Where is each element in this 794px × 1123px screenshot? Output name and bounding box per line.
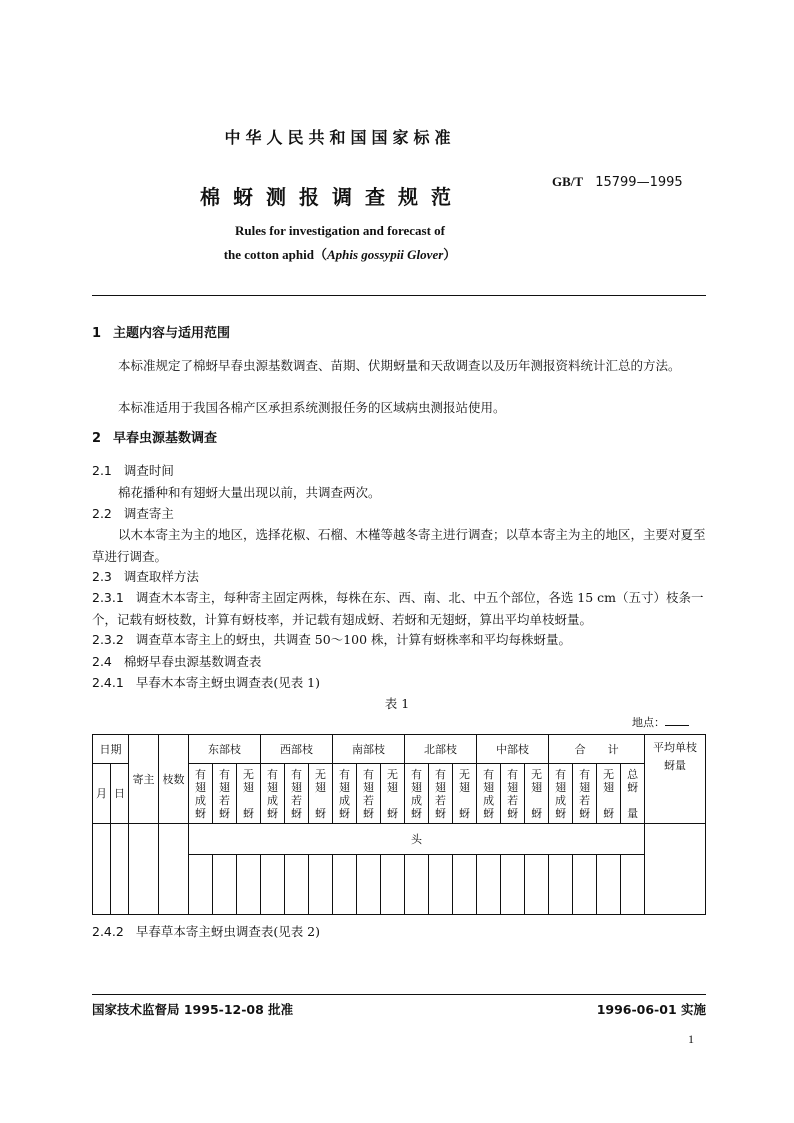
standard-prefix: GB/T bbox=[552, 174, 584, 189]
section-1-paragraph-2: 本标准适用于我国各棉产区承担系统测报任务的区域病虫测报站使用。 bbox=[118, 400, 506, 415]
data-cell bbox=[213, 855, 237, 915]
section-2-heading bbox=[92, 428, 706, 450]
section-title: 调查时间 bbox=[123, 463, 174, 478]
total-wingless-header: 无 翅 蚜 bbox=[597, 764, 621, 824]
section-2-4-heading bbox=[92, 651, 706, 673]
implementation-date: 1996-06-01 实施 bbox=[596, 1002, 706, 1017]
section-number: 2.3 bbox=[92, 569, 112, 584]
east-branch-header: 东部枝 bbox=[189, 735, 261, 764]
section-1-paragraph-1: 本标准规定了棉蚜早春虫源基数调查、苗期、伏期蚜量和天敌调查以及历年测报资料统计汇总的方法。 bbox=[118, 358, 681, 373]
east-winged-nymph-header: 有 翅 若 蚜 bbox=[213, 764, 237, 824]
section-title: 早春木本寄主蚜虫调查表(见表 1) bbox=[135, 675, 320, 690]
total-aphid-count-header: 总 蚜 量 bbox=[621, 764, 645, 824]
west-winged-nymph-header: 有 翅 若 蚜 bbox=[285, 764, 309, 824]
middle-branch-header: 中部枝 bbox=[477, 735, 549, 764]
south-branch-header: 南部枝 bbox=[333, 735, 405, 764]
total-header: 合 计 bbox=[549, 735, 645, 764]
data-cell bbox=[381, 855, 405, 915]
south-winged-nymph-header: 有 翅 若 蚜 bbox=[357, 764, 381, 824]
west-branch-header: 西部枝 bbox=[261, 735, 333, 764]
section-2-3-1-paragraph bbox=[92, 587, 706, 631]
section-number: 2 bbox=[92, 431, 102, 446]
section-title: 早春虫源基数调查 bbox=[113, 431, 218, 446]
north-winged-nymph-header: 有 翅 若 蚜 bbox=[429, 764, 453, 824]
data-cell bbox=[333, 855, 357, 915]
data-cell bbox=[621, 855, 645, 915]
species-name: Aphis gossypii Glover bbox=[326, 247, 444, 262]
average-cell bbox=[645, 824, 706, 915]
section-number: 2.3.2 bbox=[92, 632, 124, 647]
english-title-text: the cotton aphid（ bbox=[223, 247, 327, 262]
section-2-3-heading bbox=[92, 566, 706, 588]
section-2-4-1-heading bbox=[92, 672, 706, 694]
data-cell bbox=[261, 855, 285, 915]
english-title-close: ） bbox=[443, 247, 457, 262]
east-wingless-header: 无 翅 蚜 bbox=[237, 764, 261, 824]
page-number: 1 bbox=[688, 1032, 694, 1046]
data-cell bbox=[309, 855, 333, 915]
section-title: 调查取样方法 bbox=[123, 569, 199, 584]
north-wingless-header: 无 翅 蚜 bbox=[453, 764, 477, 824]
day-cell bbox=[111, 824, 129, 915]
table-caption: 表 1 bbox=[384, 696, 410, 711]
standard-code: 15799—1995 bbox=[595, 175, 683, 190]
data-cell bbox=[525, 855, 549, 915]
section-title: 调查寄主 bbox=[123, 506, 174, 521]
section-1-heading bbox=[92, 323, 706, 345]
survey-table-1 bbox=[92, 734, 706, 915]
south-winged-adult-header: 有 翅 成 蚜 bbox=[333, 764, 357, 824]
section-2-1-paragraph: 棉花播种和有翅蚜大量出现以前，共调查两次。 bbox=[118, 485, 381, 500]
location-blank bbox=[665, 725, 689, 726]
section-number: 2.3.1 bbox=[92, 590, 124, 605]
month-header: 月 bbox=[93, 764, 111, 824]
section-2-2-heading bbox=[92, 503, 706, 525]
standard-category: 中华人民共和国国家标准 bbox=[224, 128, 456, 147]
host-header: 寄主 bbox=[129, 735, 159, 824]
west-winged-adult-header: 有 翅 成 蚜 bbox=[261, 764, 285, 824]
data-cell bbox=[429, 855, 453, 915]
data-cell bbox=[597, 855, 621, 915]
section-title: 棉蚜早春虫源基数调查表 bbox=[123, 654, 262, 669]
total-winged-adult-header: 有 翅 成 蚜 bbox=[549, 764, 573, 824]
section-number: 2.4.2 bbox=[92, 924, 124, 939]
total-winged-nymph-header: 有 翅 若 蚜 bbox=[573, 764, 597, 824]
data-cell bbox=[453, 855, 477, 915]
data-cell bbox=[189, 855, 213, 915]
month-cell bbox=[93, 824, 111, 915]
section-2-1-heading bbox=[92, 460, 706, 482]
data-cell bbox=[477, 855, 501, 915]
unit-row: 头 bbox=[189, 824, 645, 855]
data-cell bbox=[285, 855, 309, 915]
date-header: 日期 bbox=[93, 735, 129, 764]
branch-count-header: 枝数 bbox=[159, 735, 189, 824]
data-cell bbox=[237, 855, 261, 915]
approval-line: 国家技术监督局 1995-12-08 批准 bbox=[92, 1002, 294, 1017]
average-per-branch-header: 平均单枝 蚜量 bbox=[645, 735, 706, 824]
section-number: 2.4.1 bbox=[92, 675, 124, 690]
section-number: 2.4 bbox=[92, 654, 112, 669]
english-title-line1: Rules for investigation and forecast of bbox=[234, 223, 446, 238]
data-cell bbox=[573, 855, 597, 915]
footer-divider bbox=[92, 994, 706, 995]
document-title: 棉蚜测报调查规范 bbox=[200, 185, 464, 209]
section-number: 1 bbox=[92, 326, 102, 341]
location-label: 地点： bbox=[632, 716, 665, 729]
middle-winged-nymph-header: 有 翅 若 蚜 bbox=[501, 764, 525, 824]
middle-wingless-header: 无 翅 蚜 bbox=[525, 764, 549, 824]
header-divider bbox=[92, 295, 706, 296]
section-2-2-paragraph: 以木本寄主为主的地区，选择花椒、石榴、木槿等越冬寄主进行调查；以草本寄主为主的地区，主要对夏至草进行调查。 bbox=[92, 527, 706, 564]
data-cell bbox=[501, 855, 525, 915]
english-title-line2 bbox=[0, 244, 680, 263]
standard-number bbox=[552, 174, 683, 190]
section-number: 2.1 bbox=[92, 463, 112, 478]
location-field bbox=[632, 714, 689, 730]
section-text: 调查木本寄主，每种寄主固定两株，每株在东、西、南、北、中五个部位，各选 15 cm（五寸）枝条一个，记载有蚜枝数，计算有蚜枝率，并记载有翅成蚜、若蚜和无翅蚜，算出平均单枝蚜量。 bbox=[92, 590, 704, 627]
data-cell bbox=[357, 855, 381, 915]
section-2-3-2-paragraph bbox=[92, 629, 706, 651]
north-branch-header: 北部枝 bbox=[405, 735, 477, 764]
section-number: 2.2 bbox=[92, 506, 112, 521]
data-cell bbox=[405, 855, 429, 915]
data-cell bbox=[549, 855, 573, 915]
north-winged-adult-header: 有 翅 成 蚜 bbox=[405, 764, 429, 824]
section-title: 早春草本寄主蚜虫调查表(见表 2) bbox=[135, 924, 320, 939]
section-2-4-2-heading bbox=[92, 921, 706, 943]
host-cell bbox=[129, 824, 159, 915]
south-wingless-header: 无 翅 蚜 bbox=[381, 764, 405, 824]
day-header: 日 bbox=[111, 764, 129, 824]
section-text: 调查草本寄主上的蚜虫，共调查 50～100 株，计算有蚜株率和平均每株蚜量。 bbox=[135, 632, 572, 647]
east-winged-adult-header: 有 翅 成 蚜 bbox=[189, 764, 213, 824]
west-wingless-header: 无 翅 蚜 bbox=[309, 764, 333, 824]
section-title: 主题内容与适用范围 bbox=[113, 326, 231, 341]
middle-winged-adult-header: 有 翅 成 蚜 bbox=[477, 764, 501, 824]
branch-count-cell bbox=[159, 824, 189, 915]
